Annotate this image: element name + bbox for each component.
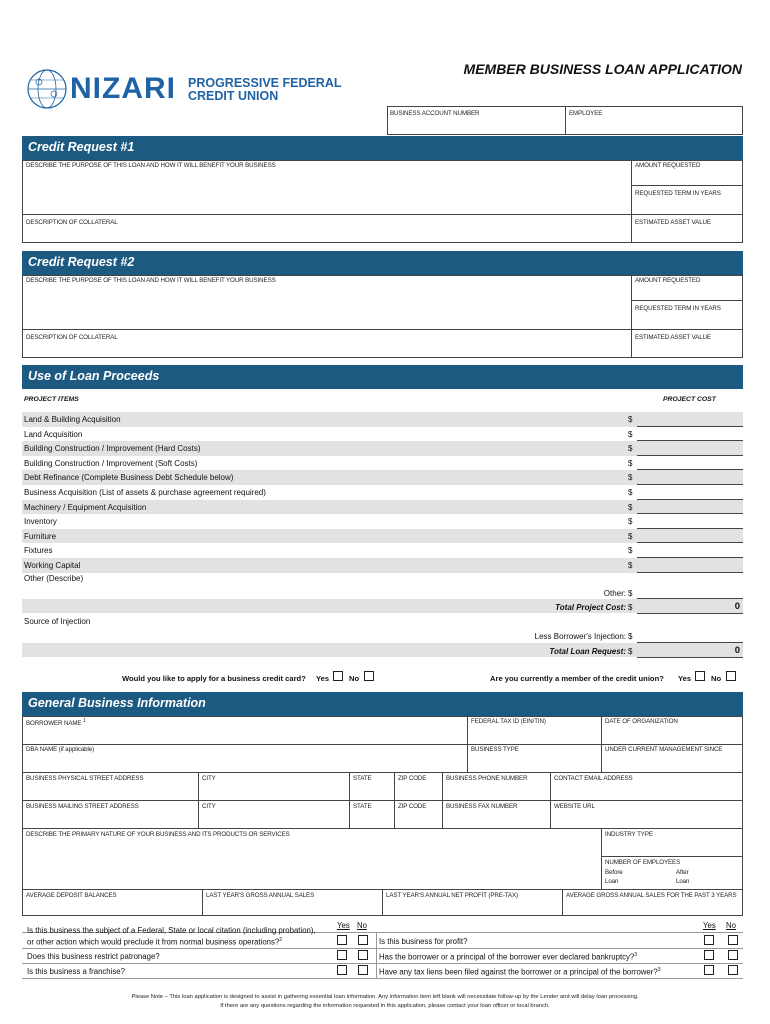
tax-id-label: FEDERAL TAX ID (EIN/TIN) [471,718,546,725]
item-cost-field[interactable] [637,515,743,528]
less-injection-label: Less Borrower's Injection: [534,632,626,641]
avg-gross-label: AVERAGE GROSS ANNUAL SALES FOR THE PAST 3 YEARS [566,892,737,899]
project-item-label: Working Capital [24,561,81,570]
less-dollar: $ [628,632,633,641]
state-label: STATE [353,775,372,782]
footer-line-1: Please Note – This loan application is designed to assist in gathering essential loan information. Any information item left blank will necessitate follow-up by the Lender and will delay loan processing. [131,994,639,1000]
project-item-label: Land & Building Acquisition [24,415,121,424]
total-cost-label: Total Project Cost: [555,603,626,612]
biz-type-label: BUSINESS TYPE [471,746,519,753]
other-label: Other: [603,589,626,598]
project-item-label: Machinery / Equipment Acquisition [24,502,147,512]
other-describe-label: Other (Describe) [24,574,84,583]
net-profit-label: LAST YEAR'S ANNUAL NET PROFIT (PRE-TAX) [386,892,518,899]
member-yes-checkbox[interactable] [695,671,705,681]
item-cost-field[interactable] [637,501,743,514]
globe-icon [26,68,68,110]
c2-purpose-label: DESCRIBE THE PURPOSE OF THIS LOAN AND HOW IT WILL BENEFIT YOUR BUSINESS [26,277,276,284]
c1-collateral-label: DESCRIPTION OF COLLATERAL [26,219,118,226]
project-item-label: Building Construction / Improvement (Hard Costs) [24,444,201,454]
item-dollar-sign: $ [628,473,633,483]
borrower-field[interactable] [24,728,465,743]
item-dollar-sign: $ [628,444,633,454]
member-yes-label: Yes [678,674,692,683]
item-cost-field[interactable] [637,413,743,426]
dba-field[interactable] [24,756,465,771]
project-item-row [22,543,743,558]
mail-addr-label: BUSINESS MAILING STREET ADDRESS [26,803,139,810]
c1-asset-field[interactable] [633,227,741,242]
total-request-label: Total Loan Request: [549,647,626,656]
c2-amount-field[interactable] [633,285,741,299]
item-cost-field[interactable] [637,471,743,484]
cc-no-checkbox[interactable] [364,671,374,681]
city-field[interactable] [200,784,347,799]
employees-after-field[interactable] [700,868,740,888]
c2-term-field[interactable] [633,313,741,328]
logo-line2: CREDIT UNION [188,89,279,103]
q5-yes-checkbox[interactable] [704,950,714,960]
mail-city-label: CITY [202,803,216,810]
other-cost-field[interactable] [637,587,743,598]
project-cost-header: PROJECT COST [663,396,716,403]
member-question: Are you currently a member of the credit union? [490,674,664,683]
mail-state-label: STATE [353,803,372,810]
c2-purpose-field[interactable] [24,285,629,328]
total-dollar: $ [628,603,633,612]
after-label: After [676,869,689,876]
q3-yes-checkbox[interactable] [337,965,347,975]
member-no-label: No [711,674,722,683]
q4-no-checkbox[interactable] [728,935,738,945]
avg-deposit-field[interactable] [24,900,200,915]
project-item-row [22,529,743,544]
fax-label: BUSINESS FAX NUMBER [446,803,518,810]
yn-left-yes-label: Yes [337,921,350,930]
source-injection-label: Source of Injection [24,617,91,626]
c1-term-label: REQUESTED TERM IN YEARS [635,190,721,197]
date-org-field[interactable] [603,728,741,743]
mail-zip-label: ZIP CODE [398,803,427,810]
phone-field[interactable] [444,784,548,799]
avg-deposit-label: AVERAGE DEPOSIT BALANCES [26,892,117,899]
c2-asset-label: ESTIMATED ASSET VALUE [635,334,711,341]
general-info-header: General Business Information [22,692,743,716]
q6-yes-checkbox[interactable] [704,965,714,975]
zip-label: ZIP CODE [398,775,427,782]
employee-field[interactable] [566,119,742,134]
c1-amount-field[interactable] [633,170,741,184]
total-request-row [22,643,743,657]
q5-text: Has the borrower or a principal of the borrower ever declared bankruptcy?$^3$ [379,952,638,962]
q2-text: Does this business restrict patronage? [27,952,160,961]
project-item-label: Debt Refinance (Complete Business Debt Schedule below) [24,473,234,483]
q1-line2: or other action which would preclude it from normal business operations?$^2$ [27,937,283,947]
yn-right-no-label: No [726,921,736,930]
q1-no-checkbox[interactable] [358,935,368,945]
q4-text: Is this business for profit? [379,937,468,946]
employees-before-field[interactable] [630,868,670,888]
total-cost-value: 0 [734,601,740,612]
credit-request-2-header: Credit Request #2 [22,251,743,275]
cc-yes-label: Yes [316,674,330,683]
item-cost-field[interactable] [637,457,743,470]
industry-label: INDUSTRY TYPE [605,831,653,838]
item-cost-field[interactable] [637,530,743,543]
nature-label: DESCRIBE THE PRIMARY NATURE OF YOUR BUSINESS AND ITS PRODUCTS OR SERVICES [26,831,290,838]
project-item-label: Fixtures [24,546,53,556]
item-dollar-sign: $ [628,429,633,439]
item-cost-field[interactable] [637,442,743,455]
total-request-dollar: $ [628,647,633,656]
item-dollar-sign: $ [628,561,633,570]
cc-yes-checkbox[interactable] [333,671,343,681]
footer-line-2: If there are any questions regarding the information requested in this application, please contact your loan officer or local branch. [220,1003,550,1009]
under-mgmt-label: UNDER CURRENT MANAGEMENT SINCE [605,746,723,753]
acct-label: BUSINESS ACCOUNT NUMBER [390,110,480,117]
fax-field[interactable] [444,812,548,827]
q2-no-checkbox[interactable] [358,950,368,960]
mail-state-field[interactable] [351,812,392,827]
after-loan-label: Loan [676,878,690,885]
city-label: CITY [202,775,216,782]
item-dollar-sign: $ [628,415,633,424]
zip-field[interactable] [396,784,440,799]
q4-yes-checkbox[interactable] [704,935,714,945]
logo-line1: PROGRESSIVE FEDERAL [188,76,342,90]
c1-purpose-label: DESCRIBE THE PURPOSE OF THIS LOAN AND HOW IT WILL BENEFIT YOUR BUSINESS [26,162,276,169]
c1-collateral-field[interactable] [24,227,629,242]
project-items-header: PROJECT ITEMS [24,396,79,403]
website-field[interactable] [552,812,741,827]
before-label: Before [605,869,623,876]
before-loan-label: Loan [605,878,619,885]
item-dollar-sign: $ [628,517,633,527]
c2-amount-label: AMOUNT REQUESTED [635,277,701,284]
project-item-row [22,500,743,515]
item-dollar-sign: $ [628,531,633,541]
cc-no-label: No [349,674,360,683]
project-item-row [22,427,743,442]
project-item-label: Furniture [24,531,57,541]
q5-no-checkbox[interactable] [728,950,738,960]
gross-sales-field[interactable] [204,900,380,915]
c1-purpose-field[interactable] [24,170,629,213]
c2-asset-field[interactable] [633,342,741,357]
mail-zip-field[interactable] [396,812,440,827]
c2-collateral-field[interactable] [24,342,629,357]
item-cost-field[interactable] [637,544,743,557]
q3-text: Is this business a franchise? [27,967,125,976]
less-injection-field[interactable] [637,630,743,642]
biz-type-field[interactable] [469,756,599,771]
member-no-checkbox[interactable] [726,671,736,681]
project-item-row [22,456,743,471]
project-item-label: Building Construction / Improvement (Soft Costs) [24,458,198,468]
employee-label: EMPLOYEE [569,110,603,117]
project-item-row [22,485,743,500]
email-label: CONTACT EMAIL ADDRESS [554,775,633,782]
c2-collateral-label: DESCRIPTION OF COLLATERAL [26,334,118,341]
total-request-value: 0 [734,645,740,656]
item-dollar-sign: $ [628,488,633,497]
q6-no-checkbox[interactable] [728,965,738,975]
phone-label: BUSINESS PHONE NUMBER [446,775,528,782]
tax-id-field[interactable] [469,728,599,743]
page-title: MEMBER BUSINESS LOAN APPLICATION [463,61,742,77]
item-dollar-sign: $ [628,458,633,468]
email-field[interactable] [552,784,741,799]
q1-yes-checkbox[interactable] [337,935,347,945]
project-item-label: Inventory [24,517,57,527]
item-cost-field[interactable] [637,428,743,441]
credit-request-1-header: Credit Request #1 [22,136,743,160]
project-item-row [22,558,743,573]
date-org-label: DATE OF ORGANIZATION [605,718,678,725]
yn-left-no-label: No [357,921,367,930]
project-item-row [22,514,743,529]
c2-term-label: REQUESTED TERM IN YEARS [635,305,721,312]
project-item-label: Land Acquisition [24,429,83,439]
state-field[interactable] [351,784,392,799]
borrower-label: BORROWER NAME $^1$ [26,718,86,728]
item-dollar-sign: $ [628,502,633,512]
website-label: WEBSITE URL [554,803,595,810]
q1-line1: Is this business the subject of a Federal, State or local citation (including probation), [27,926,316,935]
phys-addr-field[interactable] [24,784,196,799]
item-cost-field[interactable] [637,486,743,499]
q6-text: Have any tax liens been filed against the borrower or a principal of the borrower?$^3$ [379,967,661,977]
project-item-row [22,470,743,485]
phys-addr-label: BUSINESS PHYSICAL STREET ADDRESS [26,775,144,782]
dba-label: DBA NAME (if applicable) [26,746,95,753]
project-item-label: Business Acquisition (List of assets & purchase agreement required) [24,488,266,497]
project-item-row [22,441,743,456]
c1-asset-label: ESTIMATED ASSET VALUE [635,219,711,226]
item-dollar-sign: $ [628,546,633,556]
c1-term-field[interactable] [633,198,741,213]
industry-field[interactable] [603,840,741,855]
other-dollar: $ [628,589,633,598]
avg-gross-field[interactable] [564,900,741,915]
item-cost-field[interactable] [637,559,743,572]
other-describe-field[interactable] [22,584,622,598]
employees-label: NUMBER OF EMPLOYEES [605,859,681,866]
c1-amount-label: AMOUNT REQUESTED [635,162,701,169]
project-item-row [22,412,743,427]
q2-yes-checkbox[interactable] [337,950,347,960]
gross-sales-label: LAST YEAR'S GROSS ANNUAL SALES [206,892,315,899]
net-profit-field[interactable] [384,900,560,915]
account-number-field[interactable] [388,119,564,134]
logo-main: NIZARI [70,72,176,105]
credit-card-question: Would you like to apply for a business credit card? [122,674,306,683]
under-mgmt-field[interactable] [603,756,741,771]
mail-city-field[interactable] [200,812,347,827]
nature-field[interactable] [24,840,599,888]
q3-no-checkbox[interactable] [358,965,368,975]
total-cost-row [22,599,743,613]
proceeds-header: Use of Loan Proceeds [22,365,743,389]
logo [26,68,346,110]
mail-addr-field[interactable] [24,812,196,827]
yn-right-yes-label: Yes [703,921,716,930]
